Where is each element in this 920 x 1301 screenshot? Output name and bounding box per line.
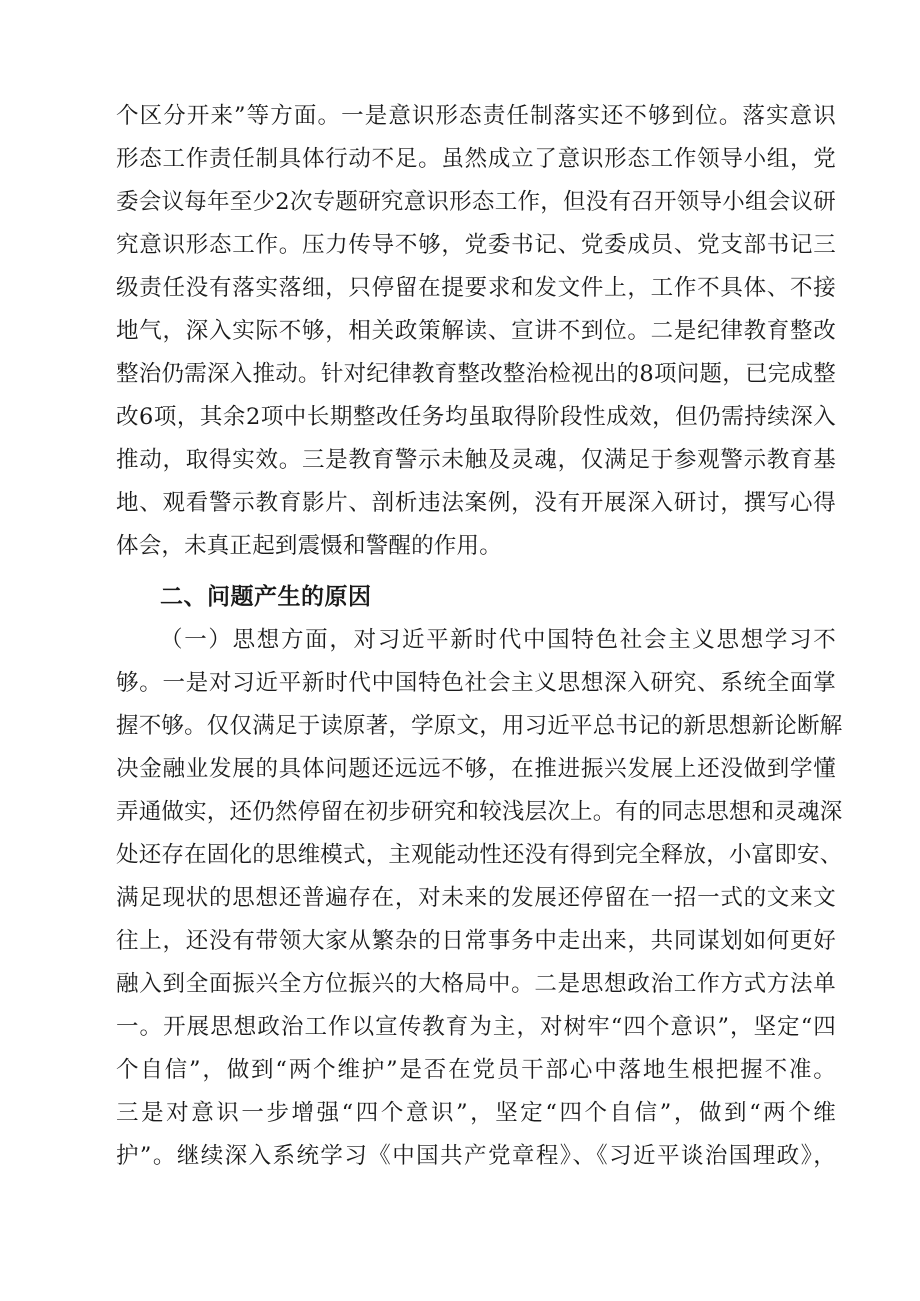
text-line: 决金融业发展的具体问题还远远不够，在推进振兴发展上还没做到学懂 xyxy=(116,756,836,782)
text-line: 级责任没有落实落细，只停留在提要求和发文件上，工作不具体、不接 xyxy=(116,275,836,301)
text-line: 握不够。仅仅满足于读原著，学原文，用习近平总书记的新思想新论断解 xyxy=(116,713,843,739)
text-line: 体会，未真正起到震慑和警醒的作用。 xyxy=(116,533,502,559)
text-line: 地气，深入实际不够，相关政策解读、宣讲不到位。二是纪律教育整改 xyxy=(116,318,836,344)
text-line: 整治仍需深入推动。针对纪律教育整改整治检视出的8项问题，已完成整 xyxy=(116,361,836,387)
text-line: 满足现状的思想还普遍存在，对未来的发展还停留在一招一式的文来文 xyxy=(116,885,836,911)
text-line: 形态工作责任制具体行动不足。虽然成立了意识形态工作领导小组，党 xyxy=(116,146,836,172)
section-heading: 二、问题产生的原因 xyxy=(160,584,372,610)
text-line: 推动，取得实效。三是教育警示未触及灵魂，仅满足于参观警示教育基 xyxy=(116,447,836,473)
text-line: 地、观看警示教育影片、剖析违法案例，没有开展深入研讨，撰写心得 xyxy=(116,490,836,516)
text-line: 改6项，其余2项中长期整改任务均虽取得阶段性成效，但仍需持续深入 xyxy=(116,404,836,430)
text-line: 个区分开来”等方面。一是意识形态责任制落实还不够到位。落实意识 xyxy=(116,103,836,129)
text-line: 够。一是对习近平新时代中国特色社会主义思想深入研究、系统全面掌 xyxy=(116,670,836,696)
text-line: 往上，还没有带领大家从繁杂的日常事务中走出来，共同谋划如何更好 xyxy=(116,928,836,954)
text-line: 三是对意识一步增强“四个意识”，坚定“四个自信”，做到“两个维 xyxy=(116,1100,836,1126)
text-line: 个自信”，做到“两个维护”是否在党员干部心中落地生根把握不准。 xyxy=(116,1057,836,1083)
text-line: 处还存在固化的思维模式，主观能动性还没有得到完全释放，小富即安、 xyxy=(116,842,843,868)
text-line: 弄通做实，还仍然停留在初步研究和较浅层次上。有的同志思想和灵魂深 xyxy=(116,799,843,825)
text-line: 一。开展思想政治工作以宣传教育为主，对树牢“四个意识”，坚定“四 xyxy=(116,1014,836,1040)
text-line: 究意识形态工作。压力传导不够，党委书记、党委成员、党支部书记三 xyxy=(116,232,836,258)
text-line: 护”。继续深入系统学习《中国共产党章程》、《习近平谈治国理政》， xyxy=(116,1143,836,1169)
text-line: （一）思想方面，对习近平新时代中国特色社会主义思想学习不 xyxy=(160,627,836,653)
text-line: 委会议每年至少2次专题研究意识形态工作，但没有召开领导小组会议研 xyxy=(116,189,836,215)
text-line: 融入到全面振兴全方位振兴的大格局中。二是思想政治工作方式方法单 xyxy=(116,971,836,997)
